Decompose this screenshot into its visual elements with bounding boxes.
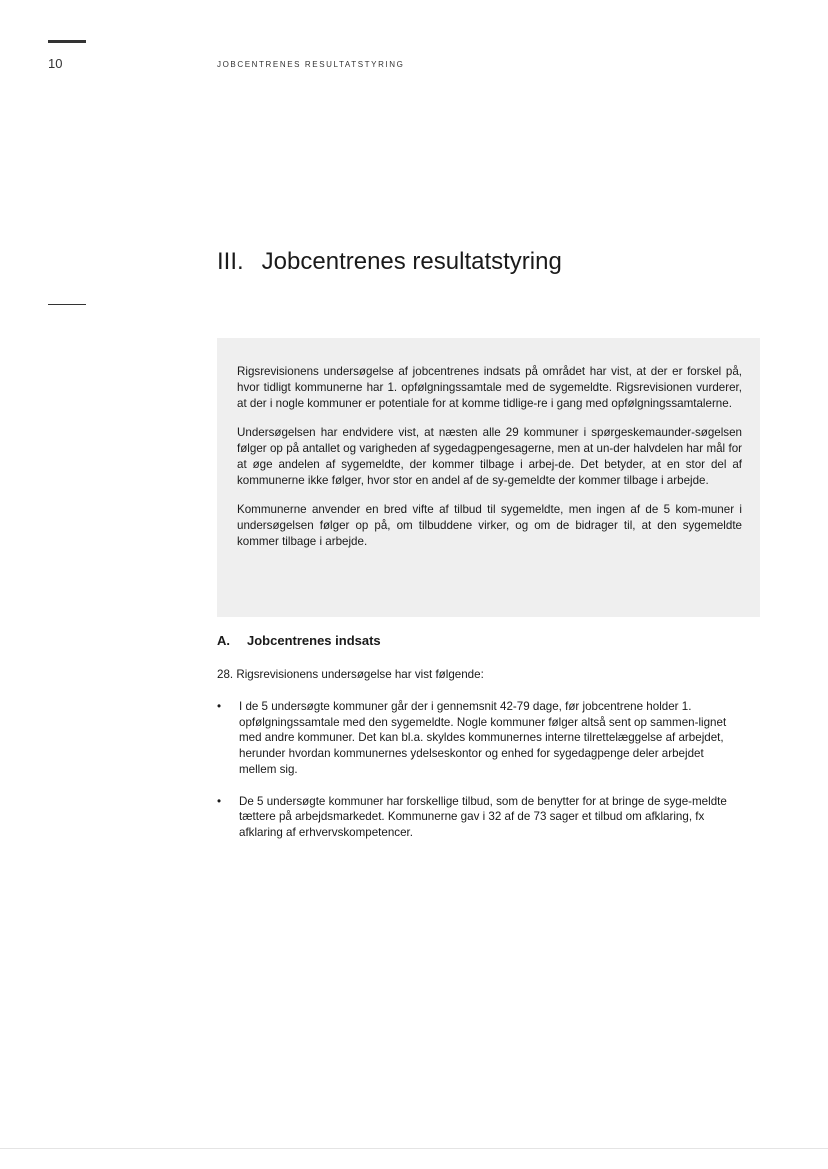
margin-rule — [48, 304, 86, 305]
bullet-list — [217, 699, 737, 857]
section-title: Jobcentrenes indsats — [247, 633, 381, 648]
bullet-icon: • — [217, 794, 222, 808]
summary-box — [217, 338, 760, 617]
list-item — [217, 794, 737, 841]
chapter-number: III. — [217, 248, 244, 275]
summary-paragraph: Kommunerne anvender en bred vifte af tilbud til sygemeldte, men ingen af de 5 kom-muner i undersøgelsen følger op på, om tilbuddene virker, og om de bidrager til, at den sygemeldte kommer tilbage i arbejde. — [237, 503, 742, 548]
list-item-text: I de 5 undersøgte kommuner går der i gennemsnit 42-79 dage, før jobcentrene holder 1. opfølgningssamtale med den sygemeldte. Nogle kommuner følger altså sent op sammen-lignet med andre kommuner. Det kan bl.a. skyldes kommunernes interne tilrettelæggelse af arbejdet, herunder hvordan kommunernes ydelseskontor og enhed for sygedagpenge deler arbejdet mellem sig. — [239, 700, 727, 776]
chapter-title-text: Jobcentrenes resultatstyring — [261, 248, 562, 275]
page-number: 10 — [48, 56, 63, 71]
section-letter: A. — [217, 633, 230, 648]
intro-paragraph: 28. Rigsrevisionens undersøgelse har vist følgende: — [217, 668, 484, 681]
top-margin-rule — [48, 40, 86, 43]
list-item — [217, 699, 737, 778]
page-bottom-edge — [0, 1148, 828, 1149]
bullet-icon: • — [217, 700, 222, 713]
section-heading — [217, 633, 381, 648]
chapter-title — [217, 248, 562, 276]
running-header: JOBCENTRENES RESULTATSTYRING — [217, 60, 405, 69]
list-item-text: De 5 undersøgte kommuner har forskellige tilbud, som de benytter for at bringe de syge-meldte tættere på arbejdsmarkedet. Kommunerne gav i 32 af de 73 sager et tilbud om afklaring, fx afklaring af erhvervskompetencer. — [239, 794, 727, 839]
summary-paragraph: Undersøgelsen har endvidere vist, at næsten alle 29 kommuner i spørgeskemaunder-søgelsen følger op på antallet og varigheden af sygedagpengesagerne, men at un-der halvdelen har mål for at øge andelen af sygemeldte, der kommer tilbage i arbej-de. Det betyder, at en stor del af kommunerne ikke følger, hvor stor en andel af de sy-gemeldte der kommer tilbage i arbejde. — [237, 426, 742, 487]
summary-paragraph: Rigsrevisionens undersøgelse af jobcentrenes indsats på området har vist, at der er forskel på, hvor tidligt kommunerne har 1. opfølgningssamtale med de sygemeldte. Rigsrevisionen vurderer, at der i nogle kommuner er potentiale for at komme tidlige-re i gang med opfølgningssamtalerne. — [237, 365, 742, 410]
